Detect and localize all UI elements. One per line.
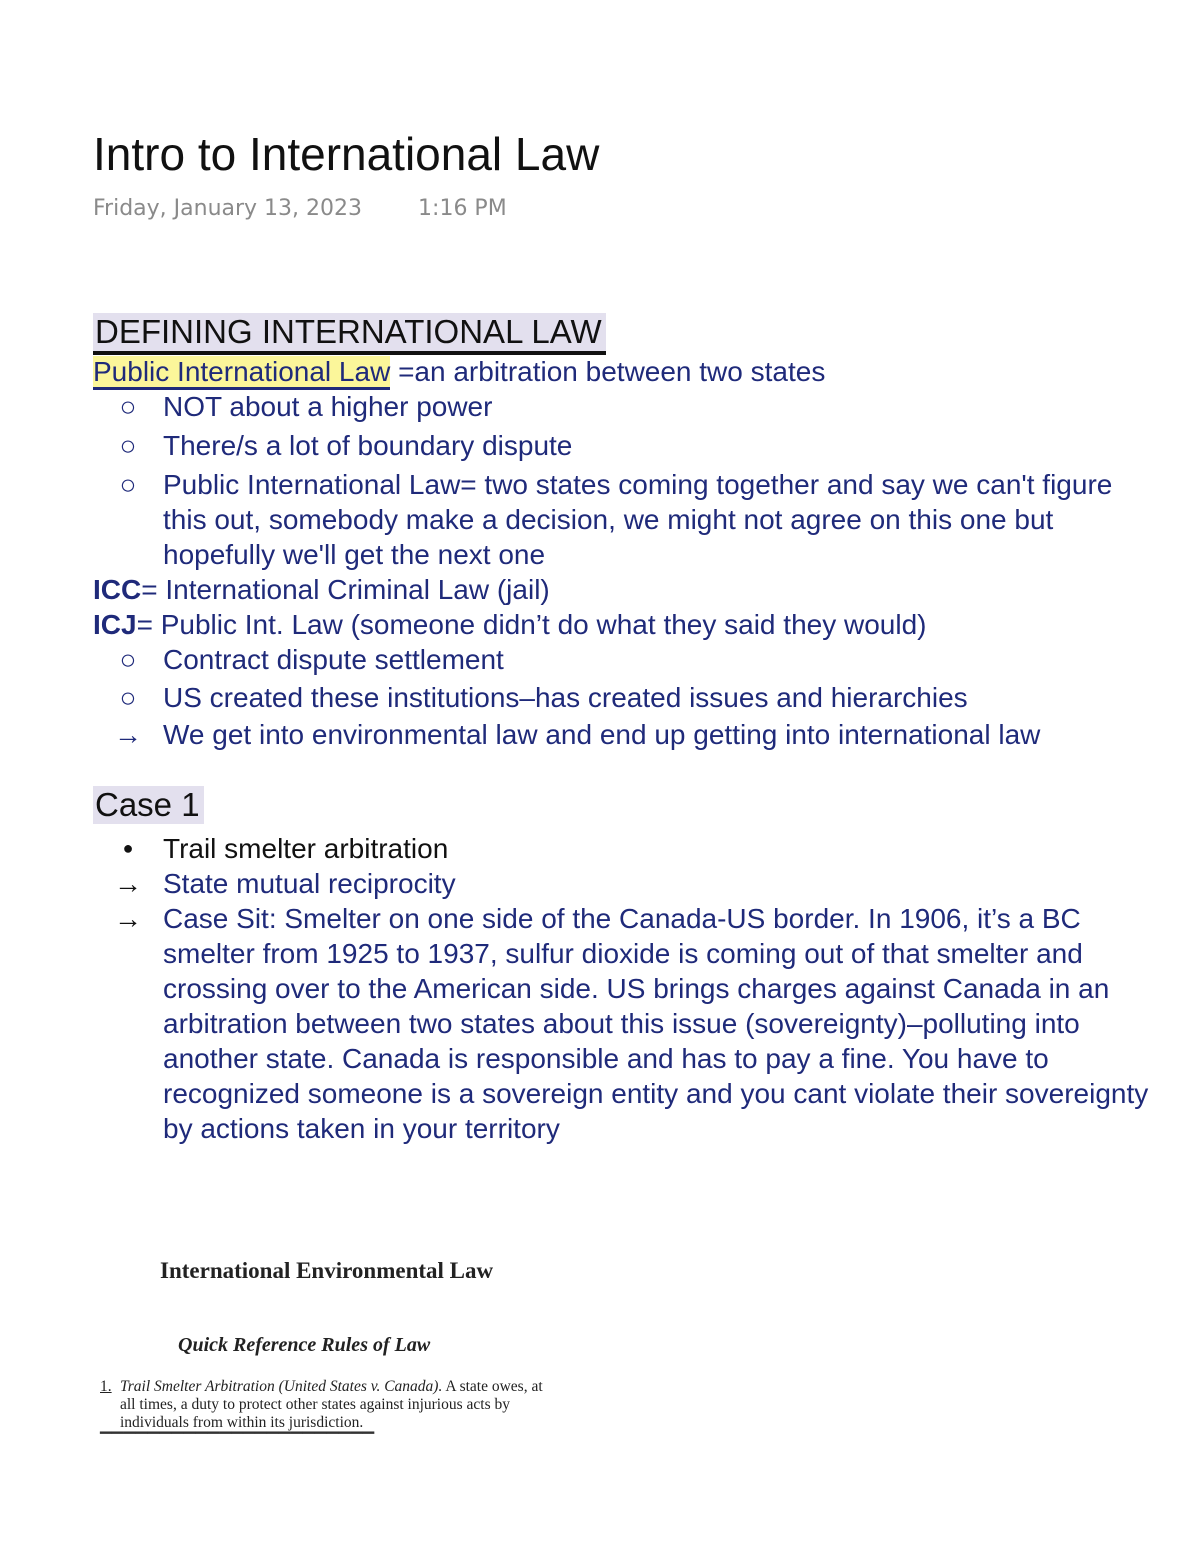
public-law-definition: =an arbitration between two states: [390, 356, 826, 387]
arrow-bullet-icon: →: [114, 868, 142, 899]
list-item-text: State mutual reciprocity: [163, 868, 456, 899]
section-heading-case-1: Case 1: [93, 786, 204, 824]
list-item: [93, 428, 1163, 463]
book-excerpt-image: [96, 1248, 576, 1450]
list-item: [93, 866, 1163, 901]
arrow-bullet-icon: →: [114, 903, 142, 934]
list-item-text: We get into environmental law and end up getting into international law: [163, 719, 1041, 750]
book-rule-text: A state owes, at all times, a duty to protect other states against injurious acts by individuals from within its jurisdiction.: [120, 1378, 543, 1431]
list-item-text: Contract dispute settlement: [163, 644, 504, 675]
list-item-text: Case Sit: Smelter on one side of the Canada-US border. In 1906, it’s a BC smelter from 1925 to 1937, sulfur dioxide is coming out of that smelter and crossing over to the American side. US brings charges against Canada in an arbitration between two states about this issue (sovereignty)–polluting into another state. Canada is responsible and has to pay a fine. You have to recognized someone is a sovereign entity and you cant violate their sovereignty by actions taken in your territory: [163, 903, 1149, 1144]
circle-bullet-icon: ○: [119, 469, 137, 500]
circle-bullet-icon: ○: [119, 682, 137, 713]
dot-bullet-icon: ●: [122, 838, 134, 858]
list-item-text: US created these institutions–has created issues and hierarchies: [163, 682, 968, 713]
public-law-line: [93, 354, 825, 389]
page-time: 1:16 PM: [418, 196, 507, 221]
page-date: Friday, January 13, 2023: [93, 196, 363, 221]
list-item-text: Public International Law= two states coming together and say we can't figure this out, somebody make a decision, we might not agree on this one but hopefully we'll get the next one: [163, 469, 1113, 570]
book-excerpt-title: International Environmental Law: [160, 1258, 494, 1283]
circle-bullet-icon: ○: [119, 391, 137, 422]
book-excerpt-subtitle: Quick Reference Rules of Law: [178, 1334, 431, 1356]
list-item-text: There/s a lot of boundary dispute: [163, 430, 573, 461]
book-cut-off-line: ▔▔▔▔▔▔▔▔▔▔▔▔▔▔▔▔▔▔▔▔▔▔▔: [100, 1433, 375, 1450]
arrow-bullet-icon: →: [114, 719, 142, 750]
icc-term: ICC: [93, 574, 142, 605]
list-item-text: Trail smelter arbitration: [163, 833, 449, 864]
list-item: [93, 467, 1163, 572]
list-item: [93, 901, 1163, 1146]
page-meta: [93, 196, 507, 221]
icc-definition: = International Criminal Law (jail): [141, 574, 550, 605]
book-rule-lead: Trail Smelter Arbitration (United States v. Canada).: [120, 1378, 443, 1395]
circle-bullet-icon: ○: [119, 644, 137, 675]
icj-term: ICJ: [93, 609, 137, 640]
list-item: [93, 717, 1163, 752]
book-rule-1: [100, 1378, 560, 1432]
public-law-term: Public International Law: [93, 356, 390, 390]
list-item: [93, 642, 1163, 677]
section-heading-defining: DEFINING INTERNATIONAL LAW: [93, 313, 606, 355]
icj-definition: = Public Int. Law (someone didn’t do what they said they would): [136, 609, 927, 640]
book-rule-number: 1.: [100, 1378, 112, 1395]
list-item: [93, 680, 1163, 715]
list-item: [93, 389, 1163, 424]
list-item: [93, 831, 1163, 866]
circle-bullet-icon: ○: [119, 430, 137, 461]
page-title: Intro to International Law: [93, 128, 600, 180]
list-item-text: NOT about a higher power: [163, 391, 493, 422]
icc-line: [93, 572, 550, 607]
icj-line: [93, 607, 926, 642]
